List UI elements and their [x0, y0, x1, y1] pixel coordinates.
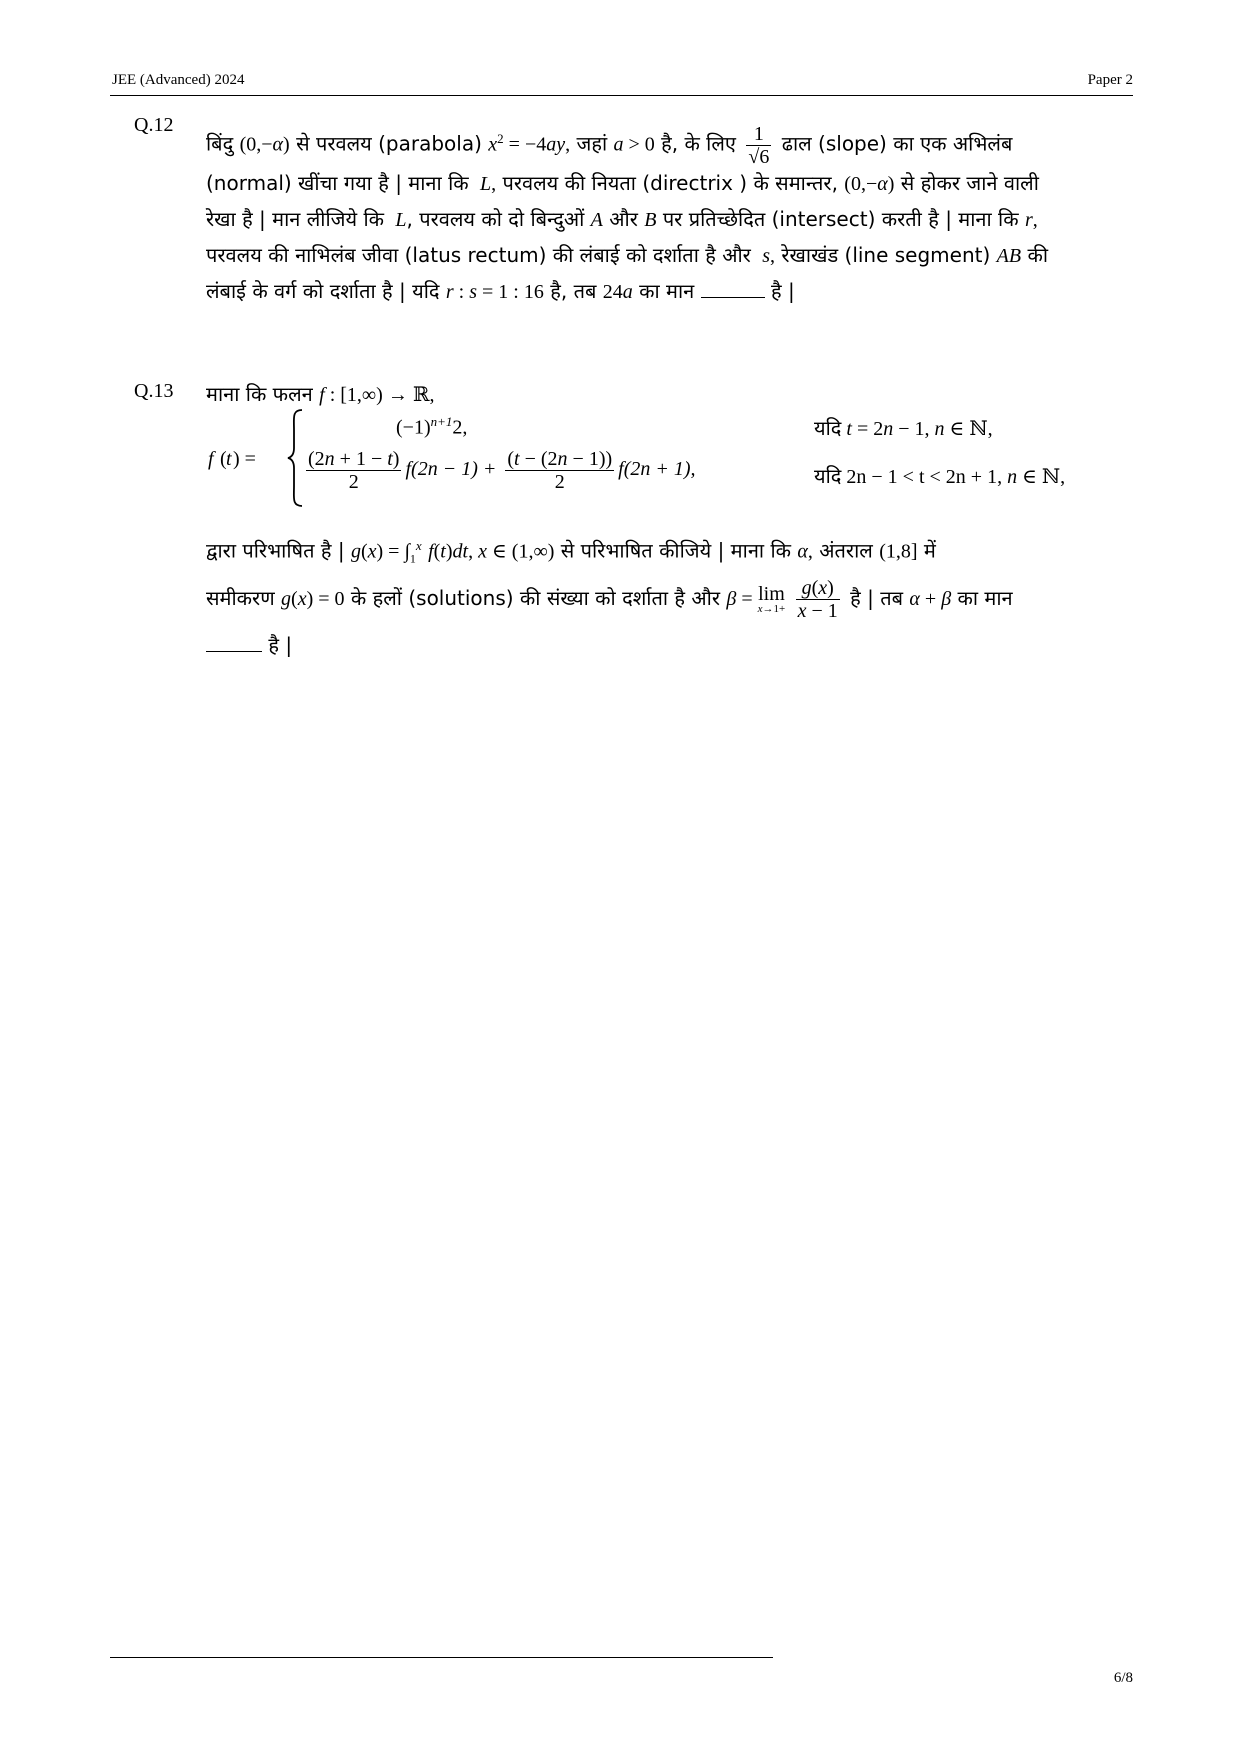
- footer-divider: [110, 1657, 773, 1658]
- header-paper-label: Paper 2: [1087, 72, 1133, 88]
- page-number: 6/8: [1113, 1670, 1133, 1686]
- q13-answer-blank: [206, 635, 262, 652]
- q12-number: Q.12: [134, 114, 174, 136]
- q12-answer-blank: [701, 281, 765, 298]
- header-exam-title: JEE (Advanced) 2024: [112, 72, 245, 88]
- q13-body: द्वारा परिभाषित है | $g(x) = \int_1^x$ f(t)dt, x ∈ (1,∞) से परिभाषित कीजिये | माना कि α, अंतराल (1,8] में समीकरण g(x) = 0 के हलों (solutions) की संख्या को दर्शाता है और β = lim x→1+ $\frac{g(x)}{x - 1}$ है | तब α + β का मान है |: [206, 538, 1013, 657]
- q12-body: बिंदु (0,−α) से परवलय (parabola) $x^2 = -4ay$, जहां a > 0 है, के लिए $\frac{1}{√6}$ ढाल (slope) का एक अभिलंब (normal) खींचा गया है | माना कि L, परवलय की नियता (directrix ) के समान्तर, (0,−α) से होकर जाने वाली रेखा है | मान लीजिये कि L, परवलय को दो बिन्दुओं A और B पर प्रतिच्छेदित (intersect) करती है | माना कि r, परवलय की नाभिलंब जीवा (latus rectum) की लंबाई को दर्शाता है और s, रेखाखंड (line segment) AB की लंबाई के वर्ग को दर्शाता है | यदि r : s = 1 : 16 है, तब 24a का मान है |: [206, 122, 1048, 303]
- q13-intro: माना कि फलन f : [1,∞) → ℝ,: [206, 382, 435, 406]
- q13-piecewise-definition: f ( t ) = $(-1)^{n+1}2$, यदि t = 2n − 1, n ∈ ℕ, $\frac{(2n + 1 - t)}{2}$ f(2n − 1) + $\frac{(t - (2n - 1))}{2}$ f(2n + 1), यदि 2n − 1 < t < 2n + 1, n ∈ ℕ,: [206, 408, 1131, 508]
- q13-number: Q.13: [134, 380, 174, 402]
- header-divider: [110, 95, 1133, 96]
